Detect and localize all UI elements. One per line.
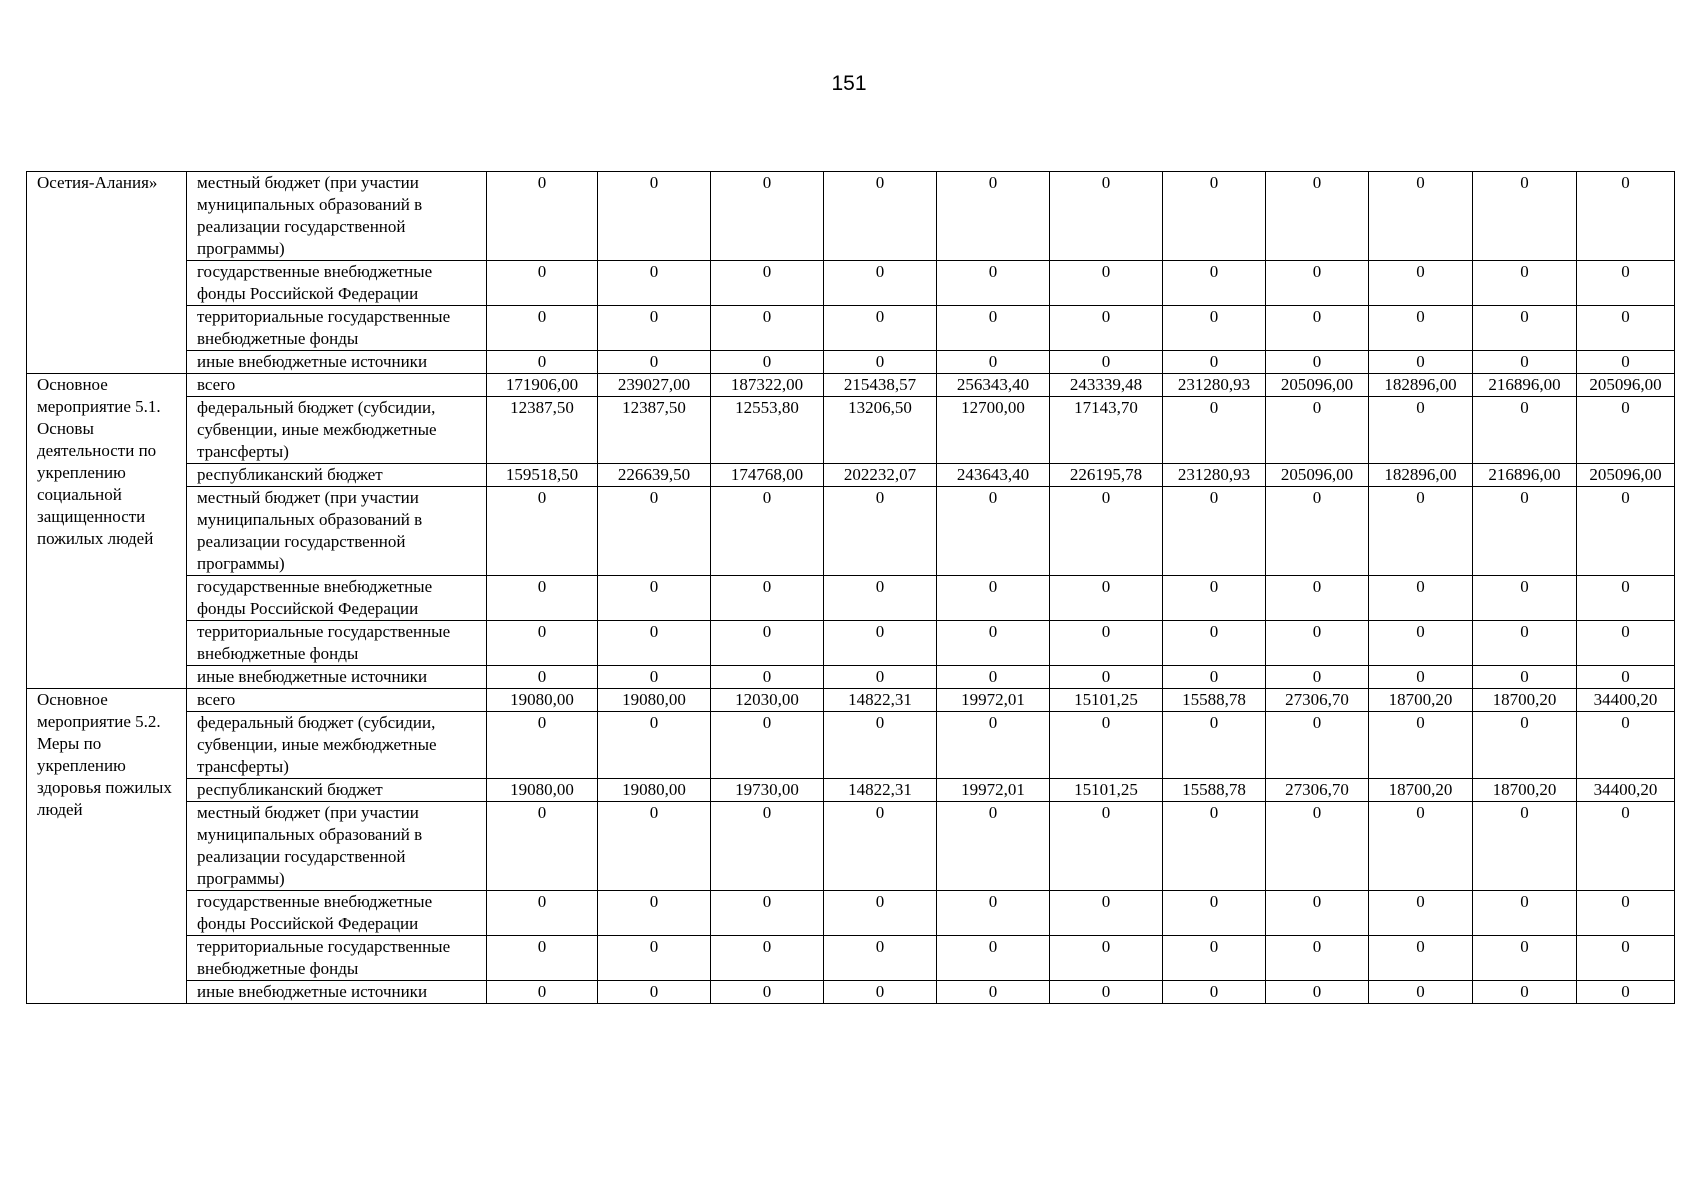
value-cell: 0 xyxy=(1163,802,1266,891)
value-cell: 0 xyxy=(598,576,711,621)
value-cell: 15101,25 xyxy=(1050,779,1163,802)
value-cell: 0 xyxy=(937,576,1050,621)
value-cell: 0 xyxy=(1050,936,1163,981)
budget-table-body xyxy=(27,172,1675,1004)
table-row xyxy=(27,397,1675,464)
value-cell: 0 xyxy=(1266,891,1369,936)
value-cell: 0 xyxy=(1163,172,1266,261)
table-row xyxy=(27,172,1675,261)
table-row xyxy=(27,351,1675,374)
value-cell: 0 xyxy=(1266,306,1369,351)
value-cell: 0 xyxy=(487,802,598,891)
value-cell: 231280,93 xyxy=(1163,374,1266,397)
value-cell: 0 xyxy=(1577,712,1675,779)
value-cell: 174768,00 xyxy=(711,464,824,487)
value-cell: 0 xyxy=(711,621,824,666)
funding-source-cell: государственные внебюджетные фонды Российской Федерации xyxy=(187,891,487,936)
value-cell: 0 xyxy=(1266,981,1369,1004)
value-cell: 0 xyxy=(1473,397,1577,464)
value-cell: 0 xyxy=(1577,936,1675,981)
table-row xyxy=(27,802,1675,891)
value-cell: 0 xyxy=(1266,351,1369,374)
value-cell: 0 xyxy=(598,621,711,666)
value-cell: 0 xyxy=(598,712,711,779)
value-cell: 0 xyxy=(1473,666,1577,689)
value-cell: 0 xyxy=(1473,981,1577,1004)
value-cell: 0 xyxy=(1163,621,1266,666)
value-cell: 159518,50 xyxy=(487,464,598,487)
value-cell: 205096,00 xyxy=(1266,464,1369,487)
value-cell: 12387,50 xyxy=(598,397,711,464)
value-cell: 0 xyxy=(1050,172,1163,261)
value-cell: 0 xyxy=(1050,666,1163,689)
value-cell: 0 xyxy=(1050,261,1163,306)
value-cell: 0 xyxy=(598,981,711,1004)
value-cell: 0 xyxy=(824,981,937,1004)
value-cell: 0 xyxy=(1266,397,1369,464)
value-cell: 215438,57 xyxy=(824,374,937,397)
value-cell: 14822,31 xyxy=(824,779,937,802)
funding-source-cell: государственные внебюджетные фонды Российской Федерации xyxy=(187,576,487,621)
value-cell: 0 xyxy=(1577,981,1675,1004)
value-cell: 0 xyxy=(487,261,598,306)
value-cell: 0 xyxy=(1473,172,1577,261)
value-cell: 0 xyxy=(1163,397,1266,464)
value-cell: 256343,40 xyxy=(937,374,1050,397)
value-cell: 0 xyxy=(1577,576,1675,621)
value-cell: 0 xyxy=(487,172,598,261)
value-cell: 18700,20 xyxy=(1369,779,1473,802)
value-cell: 12700,00 xyxy=(937,397,1050,464)
funding-source-cell: иные внебюджетные источники xyxy=(187,351,487,374)
value-cell: 0 xyxy=(937,981,1050,1004)
value-cell: 0 xyxy=(824,306,937,351)
funding-source-cell: местный бюджет (при участии муниципальных образований в реализации государственной программы) xyxy=(187,487,487,576)
value-cell: 0 xyxy=(711,712,824,779)
value-cell: 0 xyxy=(1266,261,1369,306)
funding-source-cell: местный бюджет (при участии муниципальных образований в реализации государственной программы) xyxy=(187,172,487,261)
value-cell: 0 xyxy=(487,891,598,936)
value-cell: 0 xyxy=(937,712,1050,779)
value-cell: 0 xyxy=(937,936,1050,981)
value-cell: 0 xyxy=(824,802,937,891)
value-cell: 15101,25 xyxy=(1050,689,1163,712)
value-cell: 0 xyxy=(1577,397,1675,464)
event-name-cell: Основное мероприятие 5.1. Основы деятельности по укреплению социальной защищенности пожилых людей xyxy=(27,374,187,689)
value-cell: 0 xyxy=(1369,351,1473,374)
funding-source-cell: федеральный бюджет (субсидии, субвенции, иные межбюджетные трансферты) xyxy=(187,397,487,464)
value-cell: 0 xyxy=(1266,172,1369,261)
value-cell: 0 xyxy=(711,306,824,351)
value-cell: 0 xyxy=(1369,891,1473,936)
value-cell: 0 xyxy=(1577,172,1675,261)
value-cell: 0 xyxy=(1369,666,1473,689)
value-cell: 0 xyxy=(487,576,598,621)
value-cell: 19080,00 xyxy=(487,779,598,802)
value-cell: 19080,00 xyxy=(598,689,711,712)
value-cell: 0 xyxy=(1163,981,1266,1004)
value-cell: 0 xyxy=(824,621,937,666)
value-cell: 0 xyxy=(598,666,711,689)
value-cell: 0 xyxy=(937,802,1050,891)
table-row xyxy=(27,666,1675,689)
value-cell: 0 xyxy=(1266,666,1369,689)
value-cell: 0 xyxy=(937,621,1050,666)
value-cell: 0 xyxy=(1473,802,1577,891)
value-cell: 0 xyxy=(598,802,711,891)
value-cell: 14822,31 xyxy=(824,689,937,712)
table-row xyxy=(27,779,1675,802)
value-cell: 0 xyxy=(1369,981,1473,1004)
table-row xyxy=(27,487,1675,576)
value-cell: 0 xyxy=(1473,891,1577,936)
value-cell: 0 xyxy=(1369,261,1473,306)
value-cell: 15588,78 xyxy=(1163,689,1266,712)
value-cell: 0 xyxy=(1266,712,1369,779)
value-cell: 187322,00 xyxy=(711,374,824,397)
value-cell: 19730,00 xyxy=(711,779,824,802)
value-cell: 0 xyxy=(1577,802,1675,891)
value-cell: 0 xyxy=(1050,621,1163,666)
value-cell: 0 xyxy=(824,891,937,936)
value-cell: 0 xyxy=(1266,802,1369,891)
event-name-cell: Осетия-Алания» xyxy=(27,172,187,374)
page-number: 151 xyxy=(831,72,867,95)
table-row xyxy=(27,981,1675,1004)
value-cell: 226639,50 xyxy=(598,464,711,487)
value-cell: 0 xyxy=(1163,576,1266,621)
value-cell: 0 xyxy=(711,487,824,576)
funding-source-cell: республиканский бюджет xyxy=(187,779,487,802)
value-cell: 0 xyxy=(1369,936,1473,981)
value-cell: 0 xyxy=(1050,981,1163,1004)
value-cell: 0 xyxy=(1577,891,1675,936)
value-cell: 0 xyxy=(711,666,824,689)
value-cell: 243339,48 xyxy=(1050,374,1163,397)
value-cell: 205096,00 xyxy=(1266,374,1369,397)
value-cell: 0 xyxy=(1369,621,1473,666)
value-cell: 0 xyxy=(824,487,937,576)
value-cell: 13206,50 xyxy=(824,397,937,464)
value-cell: 0 xyxy=(1473,261,1577,306)
value-cell: 0 xyxy=(824,261,937,306)
value-cell: 0 xyxy=(487,306,598,351)
value-cell: 0 xyxy=(1369,712,1473,779)
value-cell: 0 xyxy=(487,712,598,779)
value-cell: 0 xyxy=(487,936,598,981)
value-cell: 239027,00 xyxy=(598,374,711,397)
value-cell: 182896,00 xyxy=(1369,374,1473,397)
value-cell: 15588,78 xyxy=(1163,779,1266,802)
value-cell: 27306,70 xyxy=(1266,779,1369,802)
value-cell: 205096,00 xyxy=(1577,464,1675,487)
value-cell: 0 xyxy=(598,306,711,351)
table-row xyxy=(27,261,1675,306)
value-cell: 0 xyxy=(937,351,1050,374)
value-cell: 0 xyxy=(1369,397,1473,464)
value-cell: 216896,00 xyxy=(1473,374,1577,397)
value-cell: 19080,00 xyxy=(598,779,711,802)
funding-source-cell: всего xyxy=(187,689,487,712)
value-cell: 27306,70 xyxy=(1266,689,1369,712)
value-cell: 182896,00 xyxy=(1369,464,1473,487)
funding-source-cell: республиканский бюджет xyxy=(187,464,487,487)
value-cell: 0 xyxy=(1163,712,1266,779)
value-cell: 0 xyxy=(937,306,1050,351)
value-cell: 0 xyxy=(711,981,824,1004)
value-cell: 0 xyxy=(487,621,598,666)
value-cell: 19080,00 xyxy=(487,689,598,712)
value-cell: 0 xyxy=(1473,712,1577,779)
value-cell: 0 xyxy=(487,981,598,1004)
table-row xyxy=(27,576,1675,621)
value-cell: 0 xyxy=(1050,576,1163,621)
value-cell: 0 xyxy=(598,261,711,306)
value-cell: 0 xyxy=(937,487,1050,576)
value-cell: 0 xyxy=(711,936,824,981)
value-cell: 0 xyxy=(1473,576,1577,621)
funding-source-cell: местный бюджет (при участии муниципальных образований в реализации государственной программы) xyxy=(187,802,487,891)
value-cell: 34400,20 xyxy=(1577,779,1675,802)
value-cell: 0 xyxy=(487,351,598,374)
value-cell: 0 xyxy=(824,936,937,981)
value-cell: 0 xyxy=(487,487,598,576)
value-cell: 243643,40 xyxy=(937,464,1050,487)
funding-source-cell: всего xyxy=(187,374,487,397)
value-cell: 0 xyxy=(1050,351,1163,374)
budget-table xyxy=(26,171,1675,1004)
value-cell: 0 xyxy=(711,576,824,621)
table-row xyxy=(27,689,1675,712)
value-cell: 216896,00 xyxy=(1473,464,1577,487)
value-cell: 0 xyxy=(824,712,937,779)
value-cell: 202232,07 xyxy=(824,464,937,487)
value-cell: 0 xyxy=(711,802,824,891)
value-cell: 12030,00 xyxy=(711,689,824,712)
value-cell: 18700,20 xyxy=(1369,689,1473,712)
value-cell: 0 xyxy=(1163,666,1266,689)
funding-source-cell: территориальные государственные внебюджетные фонды xyxy=(187,306,487,351)
value-cell: 0 xyxy=(824,666,937,689)
value-cell: 34400,20 xyxy=(1577,689,1675,712)
value-cell: 0 xyxy=(1266,936,1369,981)
value-cell: 0 xyxy=(1577,351,1675,374)
value-cell: 0 xyxy=(598,891,711,936)
value-cell: 12553,80 xyxy=(711,397,824,464)
value-cell: 0 xyxy=(824,576,937,621)
funding-source-cell: государственные внебюджетные фонды Российской Федерации xyxy=(187,261,487,306)
value-cell: 0 xyxy=(1163,261,1266,306)
value-cell: 226195,78 xyxy=(1050,464,1163,487)
table-row xyxy=(27,621,1675,666)
funding-source-cell: территориальные государственные внебюджетные фонды xyxy=(187,621,487,666)
value-cell: 0 xyxy=(1577,261,1675,306)
funding-source-cell: иные внебюджетные источники xyxy=(187,981,487,1004)
table-row xyxy=(27,936,1675,981)
event-name-cell: Основное мероприятие 5.2. Меры по укреплению здоровья пожилых людей xyxy=(27,689,187,1004)
value-cell: 0 xyxy=(1577,306,1675,351)
table-row xyxy=(27,712,1675,779)
value-cell: 19972,01 xyxy=(937,779,1050,802)
value-cell: 0 xyxy=(1163,351,1266,374)
value-cell: 0 xyxy=(1473,351,1577,374)
value-cell: 0 xyxy=(598,487,711,576)
value-cell: 19972,01 xyxy=(937,689,1050,712)
value-cell: 0 xyxy=(937,172,1050,261)
value-cell: 0 xyxy=(1369,306,1473,351)
value-cell: 0 xyxy=(937,666,1050,689)
value-cell: 0 xyxy=(711,891,824,936)
value-cell: 0 xyxy=(1163,936,1266,981)
value-cell: 231280,93 xyxy=(1163,464,1266,487)
value-cell: 0 xyxy=(711,172,824,261)
value-cell: 0 xyxy=(1050,802,1163,891)
value-cell: 0 xyxy=(711,261,824,306)
value-cell: 0 xyxy=(1369,172,1473,261)
value-cell: 0 xyxy=(598,936,711,981)
value-cell: 205096,00 xyxy=(1577,374,1675,397)
value-cell: 0 xyxy=(824,351,937,374)
value-cell: 0 xyxy=(1369,576,1473,621)
value-cell: 0 xyxy=(1266,576,1369,621)
value-cell: 0 xyxy=(1577,666,1675,689)
value-cell: 0 xyxy=(1577,487,1675,576)
value-cell: 0 xyxy=(1050,891,1163,936)
funding-source-cell: территориальные государственные внебюджетные фонды xyxy=(187,936,487,981)
value-cell: 18700,20 xyxy=(1473,689,1577,712)
value-cell: 0 xyxy=(1266,621,1369,666)
table-row xyxy=(27,306,1675,351)
value-cell: 0 xyxy=(598,172,711,261)
value-cell: 0 xyxy=(1163,891,1266,936)
table-row xyxy=(27,891,1675,936)
value-cell: 0 xyxy=(1369,802,1473,891)
value-cell: 0 xyxy=(937,891,1050,936)
value-cell: 0 xyxy=(1050,487,1163,576)
value-cell: 0 xyxy=(1473,621,1577,666)
value-cell: 0 xyxy=(1473,487,1577,576)
value-cell: 0 xyxy=(1473,936,1577,981)
value-cell: 12387,50 xyxy=(487,397,598,464)
value-cell: 0 xyxy=(1050,712,1163,779)
value-cell: 0 xyxy=(1050,306,1163,351)
value-cell: 0 xyxy=(1163,487,1266,576)
value-cell: 0 xyxy=(487,666,598,689)
value-cell: 0 xyxy=(1577,621,1675,666)
funding-source-cell: иные внебюджетные источники xyxy=(187,666,487,689)
value-cell: 0 xyxy=(937,261,1050,306)
table-row xyxy=(27,374,1675,397)
value-cell: 0 xyxy=(1163,306,1266,351)
value-cell: 17143,70 xyxy=(1050,397,1163,464)
table-row xyxy=(27,464,1675,487)
value-cell: 18700,20 xyxy=(1473,779,1577,802)
value-cell: 171906,00 xyxy=(487,374,598,397)
value-cell: 0 xyxy=(598,351,711,374)
value-cell: 0 xyxy=(1266,487,1369,576)
value-cell: 0 xyxy=(1369,487,1473,576)
value-cell: 0 xyxy=(711,351,824,374)
value-cell: 0 xyxy=(1473,306,1577,351)
value-cell: 0 xyxy=(824,172,937,261)
funding-source-cell: федеральный бюджет (субсидии, субвенции, иные межбюджетные трансферты) xyxy=(187,712,487,779)
